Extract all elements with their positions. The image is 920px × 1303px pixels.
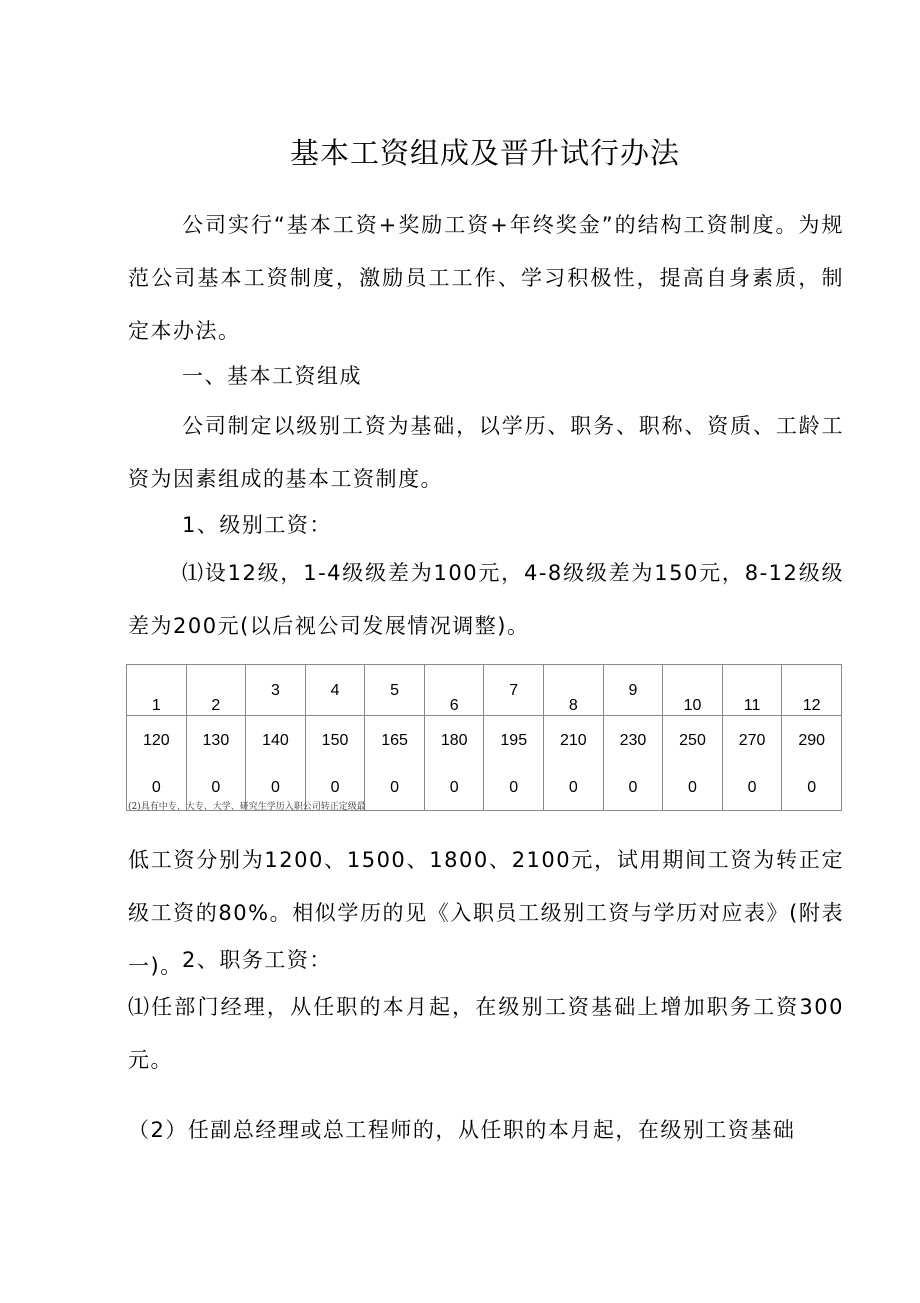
pay-cell: 210 0 bbox=[544, 716, 604, 811]
level-cell: 7 bbox=[484, 665, 544, 716]
pay-cell: 180 0 bbox=[424, 716, 484, 811]
duty-pay-item-1: ⑴任部门经理，从任职的本月起，在级别工资基础上增加职务工资300元。 bbox=[128, 995, 844, 1072]
level-cell: 3 bbox=[246, 665, 306, 716]
pay-cell: 150 0 bbox=[305, 716, 365, 811]
intro-paragraph: 公司实行“基本工资+奖励工资+年终奖金”的结构工资制度。为规范公司基本工资制度，激励员工工作、学习积极性，提高自身素质，制定本办法。 bbox=[128, 213, 844, 343]
subheading-duty-pay: 2、职务工资： bbox=[182, 948, 332, 972]
overlapping-small-text: (2)具有中专、大专、大学、研究生学历入职公司转正定级最 bbox=[128, 802, 366, 812]
pay-cell: 120 0 bbox=[127, 716, 187, 811]
pay-cell: 290 0 bbox=[782, 716, 842, 811]
document-title: 基本工资组成及晋升试行办法 bbox=[289, 136, 680, 170]
composition-paragraph: 公司制定以级别工资为基础，以学历、职务、职称、资质、工龄工资为因素组成的基本工资制度。 bbox=[128, 414, 844, 491]
subheading-level-pay: 1、级别工资： bbox=[182, 513, 332, 537]
pay-cell: 165 0 bbox=[365, 716, 425, 811]
duty-pay-item-2: （2）任副总经理或总工程师的，从任职的本月起，在级别工资基础 bbox=[128, 1118, 796, 1142]
level-cell: 6 bbox=[424, 665, 484, 716]
level-cell: 1 bbox=[127, 665, 187, 716]
pay-cell: 140 0 bbox=[246, 716, 306, 811]
level-cell: 2 bbox=[186, 665, 246, 716]
pay-cell: 270 0 bbox=[722, 716, 782, 811]
section-heading-basic-pay: 一、基本工资组成 bbox=[182, 364, 362, 388]
pay-cell: 195 0 bbox=[484, 716, 544, 811]
pay-cell: 250 0 bbox=[663, 716, 723, 811]
grade-pay-table bbox=[126, 664, 842, 811]
table-row-levels bbox=[127, 665, 842, 716]
level-cell: 10 bbox=[663, 665, 723, 716]
pay-cell: 130 0 bbox=[186, 716, 246, 811]
level-cell: 11 bbox=[722, 665, 782, 716]
level-cell: 4 bbox=[305, 665, 365, 716]
level-cell: 9 bbox=[603, 665, 663, 716]
education-pay-paragraph: 低工资分别为1200、1500、1800、2100元，试用期间工资为转正定级工资的80%。相似学历的见《入职员工级别工资与学历对应表》(附表一)。 bbox=[128, 848, 844, 978]
level-pay-rule-paragraph: ⑴设12级，1-4级级差为100元，4-8级级差为150元，8-12级级差为200元(以后视公司发展情况调整)。 bbox=[128, 561, 844, 638]
level-cell: 8 bbox=[544, 665, 604, 716]
level-cell: 12 bbox=[782, 665, 842, 716]
level-cell: 5 bbox=[365, 665, 425, 716]
pay-cell: 230 0 bbox=[603, 716, 663, 811]
table-row-pay bbox=[127, 716, 842, 811]
